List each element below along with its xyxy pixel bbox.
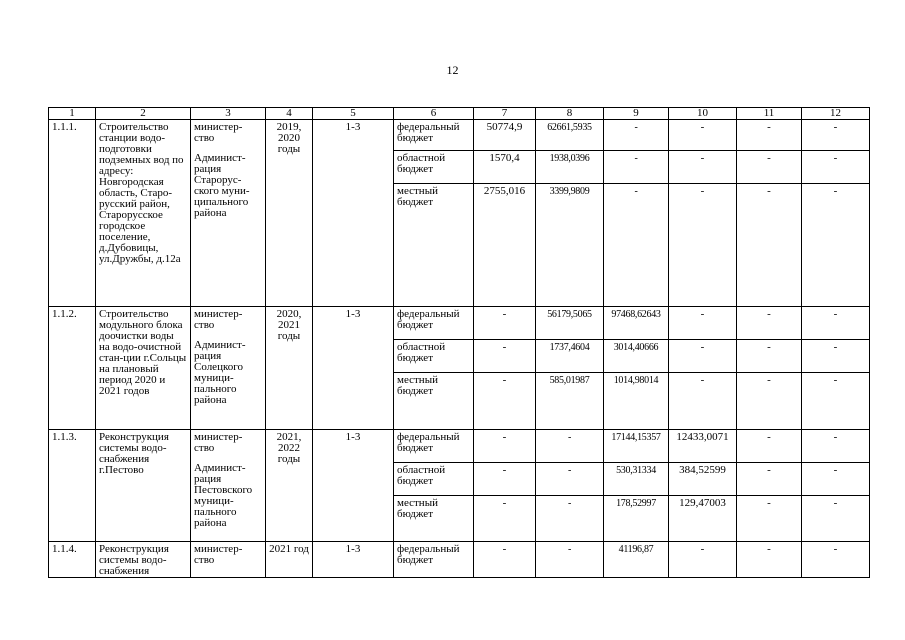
executor-administration: Админист-рация Солецкого муници-пального района [194,339,246,406]
value-col-8: - [536,463,604,496]
value-col-11: - [737,151,802,184]
value-col-10: 12433,0071 [669,430,737,463]
value-col-7: - [474,373,536,430]
column-number: 7 [474,108,536,120]
item-number: 1.1.2. [49,307,96,430]
funding-source: местный бюджет [394,184,474,307]
column-number: 9 [604,108,669,120]
executor-administration: Админист-рация Старорус-ского муни-ципального района [194,152,250,219]
period: 2021 год [266,542,313,578]
value-col-8: 1938,0396 [536,151,604,184]
funding-source: федеральный бюджет [394,307,474,340]
executor-ministry: министер-ство [194,543,243,566]
table-row [49,430,870,463]
value-col-8: - [536,542,604,578]
column-number: 1 [49,108,96,120]
value-col-9: 17144,15357 [604,430,669,463]
target-indicator: 1-3 [313,430,394,542]
activity-name: Строительство модульного блока доочистки воды на водо-очистной стан-ции г.Сольцы на плановый период 2020 и 2021 годов [96,307,191,430]
funding-source: федеральный бюджет [394,430,474,463]
column-number-row [49,108,870,120]
executor [191,120,266,307]
funding-source: федеральный бюджет [394,542,474,578]
value-col-11: - [737,542,802,578]
activity-name: Реконструкция системы водо-снабжения [96,542,191,578]
value-col-12: - [802,463,870,496]
value-col-9: - [604,184,669,307]
value-col-11: - [737,373,802,430]
value-col-12: - [802,184,870,307]
value-col-10: 384,52599 [669,463,737,496]
value-col-12: - [802,340,870,373]
funding-source: областной бюджет [394,151,474,184]
value-col-8: - [536,496,604,542]
value-col-9: 97468,62643 [604,307,669,340]
value-col-8: 62661,5935 [536,120,604,151]
value-col-7: - [474,340,536,373]
value-col-7: - [474,542,536,578]
activity-name: Строительство станции водо-подготовки подземных вод по адресу: Новгородская область, Старо-русский район, Старорусское городское поселение, д.Дубовицы, ул.Дружбы, д.12а [96,120,191,307]
period: 2020, 2021 годы [266,307,313,430]
column-number: 5 [313,108,394,120]
funding-source: федеральный бюджет [394,120,474,151]
executor-ministry: министер-ство [194,121,243,144]
value-col-11: - [737,184,802,307]
value-col-11: - [737,307,802,340]
executor-ministry: министер-ство [194,431,243,454]
value-col-10: - [669,542,737,578]
target-indicator: 1-3 [313,120,394,307]
executor-administration: Админист-рация Пестовского муници-пального района [194,462,253,529]
target-indicator: 1-3 [313,307,394,430]
value-col-12: - [802,373,870,430]
activity-name: Реконструкция системы водо-снабжения г.Пестово [96,430,191,542]
page-number: 12 [446,63,459,77]
period: 2019, 2020 годы [266,120,313,307]
value-col-7: 2755,016 [474,184,536,307]
value-col-10: 129,47003 [669,496,737,542]
value-col-7: - [474,496,536,542]
value-col-7: - [474,430,536,463]
column-number: 8 [536,108,604,120]
funding-source: местный бюджет [394,373,474,430]
value-col-8: - [536,430,604,463]
value-col-12: - [802,307,870,340]
value-col-9: 178,52997 [604,496,669,542]
column-number: 2 [96,108,191,120]
value-col-11: - [737,496,802,542]
value-col-11: - [737,463,802,496]
funding-source: местный бюджет [394,496,474,542]
value-col-7: - [474,307,536,340]
value-col-12: - [802,542,870,578]
funding-source: областной бюджет [394,463,474,496]
column-number: 12 [802,108,870,120]
item-number: 1.1.4. [49,542,96,578]
value-col-9: 530,31334 [604,463,669,496]
value-col-9: 1014,98014 [604,373,669,430]
executor-ministry: министер-ство [194,308,243,331]
value-col-9: - [604,151,669,184]
value-col-12: - [802,430,870,463]
executor [191,542,266,578]
value-col-12: - [802,120,870,151]
value-col-8: 56179,5065 [536,307,604,340]
item-number: 1.1.3. [49,430,96,542]
value-col-12: - [802,151,870,184]
column-number: 3 [191,108,266,120]
executor [191,307,266,430]
value-col-11: - [737,430,802,463]
table-row [49,120,870,151]
value-col-7: 1570,4 [474,151,536,184]
value-col-8: 1737,4604 [536,340,604,373]
column-number: 11 [737,108,802,120]
value-col-7: - [474,463,536,496]
value-col-10: - [669,307,737,340]
budget-table [48,107,870,578]
value-col-7: 50774,9 [474,120,536,151]
value-col-8: 3399,9809 [536,184,604,307]
column-number: 10 [669,108,737,120]
executor [191,430,266,542]
value-col-10: - [669,373,737,430]
value-col-8: 585,01987 [536,373,604,430]
value-col-10: - [669,151,737,184]
funding-source: областной бюджет [394,340,474,373]
table-row [49,542,870,578]
target-indicator: 1-3 [313,542,394,578]
table-row [49,307,870,340]
value-col-11: - [737,120,802,151]
column-number: 4 [266,108,313,120]
value-col-9: 41196,87 [604,542,669,578]
item-number: 1.1.1. [49,120,96,307]
value-col-10: - [669,120,737,151]
value-col-9: - [604,120,669,151]
period: 2021, 2022 годы [266,430,313,542]
value-col-10: - [669,184,737,307]
value-col-12: - [802,496,870,542]
column-number: 6 [394,108,474,120]
value-col-11: - [737,340,802,373]
value-col-10: - [669,340,737,373]
value-col-9: 3014,40666 [604,340,669,373]
